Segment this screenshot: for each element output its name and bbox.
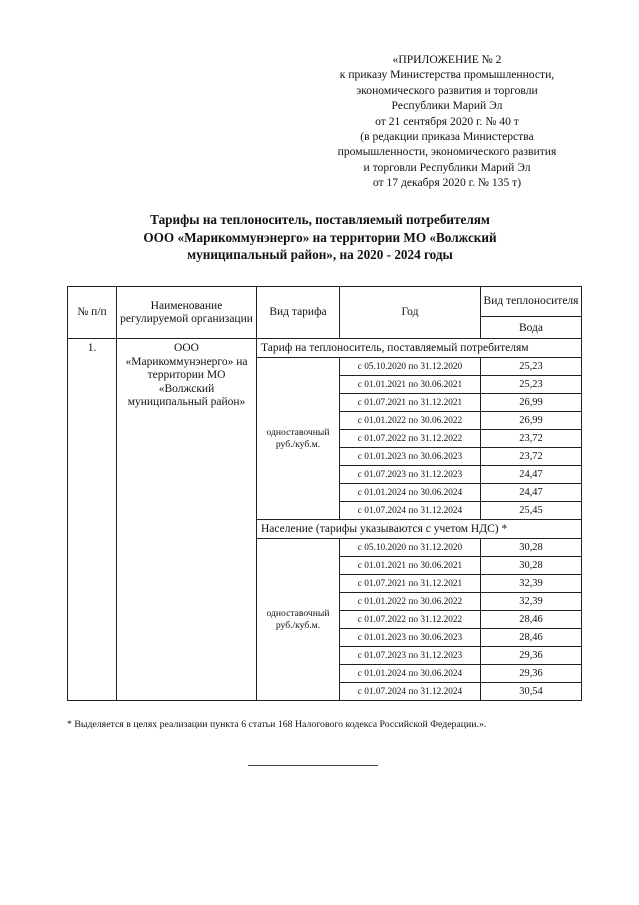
value-cell: 30,54 <box>481 683 582 701</box>
section-title: Тариф на теплоноситель, поставляемый потребителям <box>257 339 582 358</box>
value-cell: 29,36 <box>481 665 582 683</box>
title-line: муниципальный район», на 2020 - 2024 годы <box>187 247 453 262</box>
appendix-header <box>316 52 578 191</box>
period-cell: с 01.01.2021 по 30.06.2021 <box>340 557 481 575</box>
period-cell: с 01.01.2021 по 30.06.2021 <box>340 376 481 394</box>
divider <box>248 765 378 766</box>
value-cell: 32,39 <box>481 575 582 593</box>
value-cell: 28,46 <box>481 611 582 629</box>
tariff-type: одноставочный руб./куб.м. <box>257 358 340 520</box>
value-cell: 25,23 <box>481 358 582 376</box>
value-cell: 23,72 <box>481 448 582 466</box>
value-cell: 28,46 <box>481 629 582 647</box>
value-cell: 26,99 <box>481 394 582 412</box>
value-cell: 32,39 <box>481 593 582 611</box>
period-cell: с 01.01.2022 по 30.06.2022 <box>340 412 481 430</box>
value-cell: 25,23 <box>481 376 582 394</box>
tariff-type: одноставочный руб./куб.м. <box>257 539 340 701</box>
value-cell: 26,99 <box>481 412 582 430</box>
period-cell: с 01.01.2023 по 30.06.2023 <box>340 448 481 466</box>
period-cell: с 01.01.2024 по 30.06.2024 <box>340 484 481 502</box>
appendix-line: промышленности, экономического развития <box>337 145 557 159</box>
title-line: Тарифы на теплоноситель, поставляемый потребителям <box>150 212 490 227</box>
period-cell: с 01.01.2022 по 30.06.2022 <box>340 593 481 611</box>
value-cell: 24,47 <box>481 466 582 484</box>
tariff-table <box>67 286 582 701</box>
value-cell: 30,28 <box>481 539 582 557</box>
value-cell: 25,45 <box>481 502 582 520</box>
period-cell: с 05.10.2020 по 31.12.2020 <box>340 539 481 557</box>
header-organization: Наименование регулируемой организации <box>117 287 257 339</box>
document-title <box>70 211 570 264</box>
appendix-line: Республики Марий Эл <box>391 99 503 113</box>
period-cell: с 01.07.2021 по 31.12.2021 <box>340 394 481 412</box>
section-title: Население (тарифы указываются с учетом НДС) * <box>257 520 582 539</box>
value-cell: 29,36 <box>481 647 582 665</box>
value-cell: 30,28 <box>481 557 582 575</box>
appendix-line: (в редакции приказа Министерства <box>360 130 534 144</box>
organization-name: ООО «Марикоммунэнерго» на территории МО «Волжский муниципальный район» <box>117 339 257 701</box>
period-cell: с 01.07.2023 по 31.12.2023 <box>340 647 481 665</box>
period-cell: с 01.01.2024 по 30.06.2024 <box>340 665 481 683</box>
period-cell: с 01.01.2023 по 30.06.2023 <box>340 629 481 647</box>
value-cell: 23,72 <box>481 430 582 448</box>
appendix-line: экономического развития и торговли <box>356 83 538 97</box>
value-cell: 24,47 <box>481 484 582 502</box>
period-cell: с 05.10.2020 по 31.12.2020 <box>340 358 481 376</box>
period-cell: с 01.07.2024 по 31.12.2024 <box>340 502 481 520</box>
period-cell: с 01.07.2022 по 31.12.2022 <box>340 611 481 629</box>
footnote: * Выделяется в целях реализации пункта 6 статьи 168 Налогового кодекса Российской Федерации.». <box>67 719 487 730</box>
period-cell: с 01.07.2021 по 31.12.2021 <box>340 575 481 593</box>
header-water: Вода <box>481 317 582 339</box>
header-tariff-type: Вид тарифа <box>257 287 340 339</box>
period-cell: с 01.07.2022 по 31.12.2022 <box>340 430 481 448</box>
table-body <box>68 339 582 701</box>
period-cell: с 01.07.2023 по 31.12.2023 <box>340 466 481 484</box>
section-row <box>68 339 582 358</box>
appendix-line: «ПРИЛОЖЕНИЕ № 2 <box>392 53 502 66</box>
header-year: Год <box>340 287 481 339</box>
appendix-line: от 17 декабря 2020 г. № 135 т) <box>372 176 522 190</box>
appendix-line: от 21 сентября 2020 г. № 40 т <box>375 114 519 128</box>
title-line: ООО «Марикоммунэнерго» на территории МО «Волжский <box>143 229 497 245</box>
appendix-line: к приказу Министерства промышленности, <box>339 68 555 82</box>
header-num: № п/п <box>68 287 117 339</box>
header-carrier: Вид теплоносителя <box>481 287 582 317</box>
period-cell: с 01.07.2024 по 31.12.2024 <box>340 683 481 701</box>
appendix-line: и торговли Республики Марий Эл <box>363 160 531 174</box>
row-number: 1. <box>68 339 117 701</box>
